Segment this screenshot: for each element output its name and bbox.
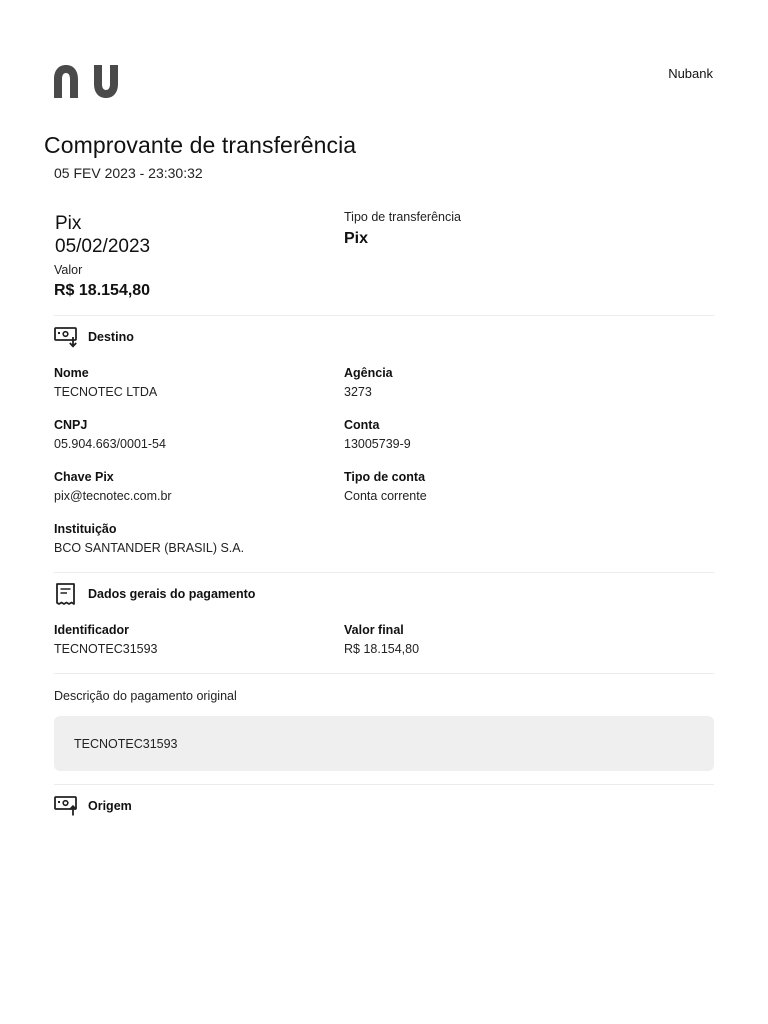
nome-label: Nome [54, 366, 89, 380]
agencia-label: Agência [344, 366, 393, 380]
cnpj-value: 05.904.663/0001-54 [54, 437, 166, 451]
valor-final-value: R$ 18.154,80 [344, 642, 420, 656]
transfer-type-value: Pix [344, 230, 369, 247]
amount-value: R$ 18.154,80 [54, 282, 151, 299]
chave-pix-label: Chave Pix [54, 470, 114, 484]
section-title-origem: Origem [88, 799, 132, 813]
receipt-icon [54, 583, 80, 605]
conta-label: Conta [344, 418, 380, 432]
divider [54, 315, 714, 316]
tipo-conta-value: Conta corrente [344, 489, 427, 503]
brand-name: Nubank [668, 66, 713, 81]
nubank-logo [54, 64, 118, 98]
money-in-icon [54, 326, 80, 348]
section-title-pagamento: Dados gerais do pagamento [88, 587, 256, 601]
receipt-datetime: 05 FEV 2023 - 23:30:32 [54, 165, 203, 181]
agencia-value: 3273 [344, 385, 372, 399]
descricao-label: Descrição do pagamento original [54, 689, 237, 703]
tipo-conta-label: Tipo de conta [344, 470, 426, 484]
divider [54, 572, 714, 573]
transfer-method: Pix [55, 213, 82, 234]
amount-label: Valor [54, 263, 83, 277]
money-out-icon [54, 795, 80, 817]
chave-pix-value: pix@tecnotec.com.br [54, 489, 172, 503]
transfer-date: 05/02/2023 [55, 236, 151, 257]
cnpj-label: CNPJ [54, 418, 88, 432]
descricao-value: TECNOTEC31593 [74, 737, 178, 751]
divider [54, 673, 714, 674]
nome-value: TECNOTEC LTDA [54, 385, 158, 399]
transfer-type-label: Tipo de transferência [344, 210, 461, 224]
identificador-label: Identificador [54, 623, 130, 637]
page-title: Comprovante de transferência [44, 132, 357, 158]
section-title-destino: Destino [88, 330, 134, 344]
divider [54, 784, 714, 785]
identificador-value: TECNOTEC31593 [54, 642, 158, 656]
conta-value: 13005739-9 [344, 437, 411, 451]
instituicao-label: Instituição [54, 522, 117, 536]
valor-final-label: Valor final [344, 623, 404, 637]
instituicao-value: BCO SANTANDER (BRASIL) S.A. [54, 541, 245, 555]
